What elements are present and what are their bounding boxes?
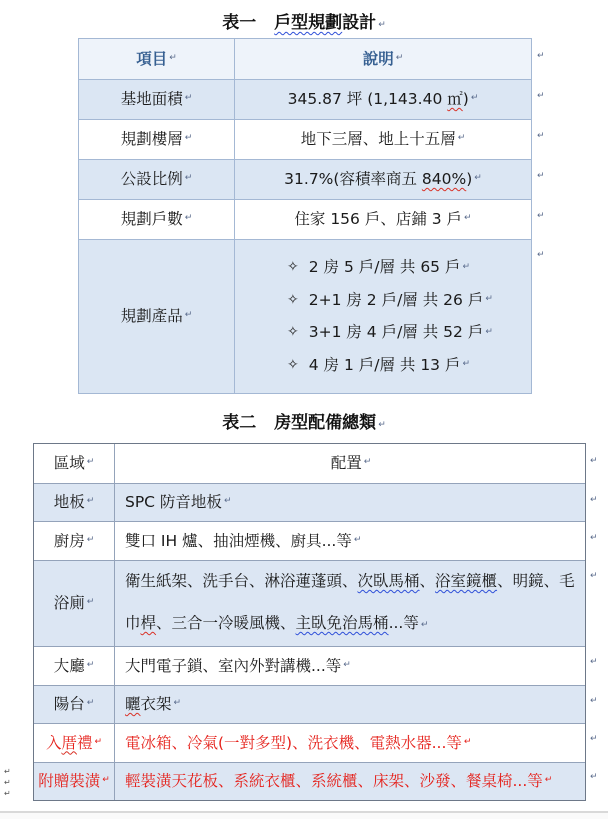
row-end-mark-icon: ↵ (590, 734, 598, 744)
value-text: 住家 156 戶、店鋪 3 戶 (294, 210, 463, 229)
pilcrow-mark-icon: ↵ (223, 496, 232, 507)
table-row (79, 199, 531, 239)
row-value (234, 160, 531, 199)
row-value (114, 484, 585, 521)
product-line (287, 257, 527, 278)
pilcrow-mark-icon: ↵ (463, 736, 472, 747)
row-label (79, 80, 234, 119)
table2-room-equipment (33, 443, 586, 801)
value-text: 電冰箱、冷氣(一對多型)、洗衣機、電熱水器...等 (125, 733, 462, 752)
pilcrow-mark-icon: ↵ (169, 52, 177, 63)
pilcrow-mark-icon: ↵ (378, 20, 386, 30)
row-label (34, 484, 114, 521)
paragraph-mark-icon: ↵ (4, 778, 11, 787)
row-label (34, 647, 114, 685)
value-text: SPC 防音地板 (125, 493, 222, 512)
row-end-mark-icon: ↵ (537, 51, 545, 61)
table2-title-main: 房型配備總類 (274, 413, 377, 433)
row-value (234, 120, 531, 159)
header-label: 說明 (362, 49, 394, 68)
row-end-mark-icon: ↵ (590, 571, 598, 581)
row-value (114, 724, 585, 762)
value-text: 地下三層、地上十五層 (300, 130, 456, 149)
label-text: 浴廁 (53, 594, 85, 613)
product-line (287, 290, 527, 311)
table-row (79, 79, 531, 119)
row-label (34, 724, 114, 762)
product-text: 2 房 5 戶/層 共 65 戶 (308, 258, 461, 277)
pilcrow-mark-icon: ↵ (485, 294, 493, 305)
pilcrow-mark-icon: ↵ (102, 775, 110, 786)
value-text: 31.7%(容積率商五 840%) (284, 170, 473, 189)
row-value (114, 763, 585, 800)
label-text: 基地面積 (120, 90, 183, 109)
table1-plan-design (78, 38, 532, 394)
pilcrow-mark-icon: ↵ (457, 133, 466, 144)
row-label (34, 686, 114, 723)
value-text: 雙口 IH 爐、抽油煙機、廚具...等 (125, 531, 352, 550)
pilcrow-mark-icon: ↵ (485, 326, 493, 337)
pilcrow-mark-icon: ↵ (86, 597, 95, 608)
row-end-mark-icon: ↵ (537, 171, 545, 181)
row-label (79, 240, 234, 393)
table-row (79, 119, 531, 159)
row-label (34, 522, 114, 560)
row-end-mark-icon: ↵ (537, 91, 545, 101)
pilcrow-mark-icon: ↵ (378, 420, 386, 430)
row-end-mark-icon: ↵ (537, 250, 545, 260)
paragraph-mark-icon: ↵ (4, 789, 11, 798)
row-end-mark-icon: ↵ (590, 657, 598, 667)
label-text: 陽台 (53, 695, 85, 714)
margin-marks (4, 766, 11, 799)
table-row (34, 685, 585, 723)
row-value (114, 686, 585, 723)
row-end-mark-icon: ↵ (590, 456, 598, 466)
table1-title-prefix: 表一 (222, 13, 263, 33)
value-text: 曬衣架 (125, 695, 172, 714)
paragraph-mark-icon: ↵ (4, 767, 11, 776)
pilcrow-mark-icon: ↵ (343, 659, 351, 670)
row-end-mark-icon: ↵ (590, 772, 598, 782)
table-row (34, 521, 585, 560)
pilcrow-mark-icon: ↵ (474, 173, 482, 184)
pilcrow-mark-icon: ↵ (94, 736, 103, 747)
row-label (79, 200, 234, 239)
table1-title-main: 戶型規劃 (274, 13, 343, 33)
table2-header-row (34, 444, 585, 483)
pilcrow-mark-icon: ↵ (184, 93, 193, 104)
pilcrow-mark-icon: ↵ (86, 698, 95, 709)
pilcrow-mark-icon: ↵ (395, 52, 404, 63)
pilcrow-mark-icon: ↵ (184, 133, 193, 144)
pilcrow-mark-icon: ↵ (470, 93, 479, 104)
label-text: 附贈裝潢 (38, 772, 101, 791)
table-row (79, 239, 531, 393)
row-end-mark-icon: ↵ (590, 533, 598, 543)
table1-title-suffix: 設計 (342, 13, 377, 33)
table-row (79, 159, 531, 199)
product-text: 3+1 房 4 戶/層 共 52 戶 (308, 323, 484, 342)
header-label: 區域 (53, 454, 85, 473)
label-text: 規劃戶數 (120, 210, 183, 229)
table2-title (0, 408, 608, 433)
row-value (234, 200, 531, 239)
table1-title (0, 8, 608, 33)
pilcrow-mark-icon: ↵ (353, 534, 362, 545)
table-row-decor (34, 762, 585, 800)
row-value (114, 522, 585, 560)
table1-header-description (234, 39, 531, 79)
diamond-bullet-icon: ✧ (287, 259, 299, 276)
below-page-area (0, 813, 608, 819)
row-label (34, 763, 114, 800)
label-text: 規劃產品 (120, 307, 183, 326)
label-text: 入厝禮 (45, 733, 93, 752)
row-label (79, 120, 234, 159)
label-text: 大廳 (53, 656, 85, 675)
pilcrow-mark-icon: ↵ (86, 534, 95, 545)
pilcrow-mark-icon: ↵ (184, 213, 193, 224)
table2-title-prefix: 表二 (222, 413, 263, 433)
row-end-mark-icon: ↵ (537, 211, 545, 221)
row-value (114, 647, 585, 685)
pilcrow-mark-icon: ↵ (363, 457, 372, 468)
label-text: 地板 (53, 493, 85, 512)
product-text: 4 房 1 戶/層 共 13 戶 (308, 355, 461, 374)
row-end-mark-icon: ↵ (590, 495, 598, 505)
value-text: 大門電子鎖、室內外對講機...等 (125, 656, 342, 675)
product-text: 2+1 房 2 戶/層 共 26 戶 (308, 290, 484, 309)
label-text: 公設比例 (120, 170, 183, 189)
pilcrow-mark-icon: ↵ (86, 457, 95, 468)
pilcrow-mark-icon: ↵ (86, 496, 95, 507)
header-label: 項目 (136, 49, 168, 68)
pilcrow-mark-icon: ↵ (184, 310, 193, 321)
label-text: 廚房 (53, 531, 85, 550)
row-end-mark-icon: ↵ (537, 131, 545, 141)
diamond-bullet-icon: ✧ (287, 291, 299, 308)
diamond-bullet-icon: ✧ (287, 356, 299, 373)
pilcrow-mark-icon: ↵ (464, 213, 472, 224)
table2-header-config (114, 444, 585, 483)
row-value (114, 561, 585, 646)
pilcrow-mark-icon: ↵ (86, 659, 95, 670)
row-label (34, 561, 114, 646)
product-line (287, 355, 527, 376)
label-text: 規劃樓層 (120, 130, 183, 149)
value-text: 輕裝潢天花板、系統衣櫃、系統櫃、床架、沙發、餐桌椅...等 (125, 772, 543, 791)
table1-header-row (79, 39, 531, 79)
table-row (34, 483, 585, 521)
pilcrow-mark-icon: ↵ (462, 261, 471, 272)
row-value (234, 80, 531, 119)
row-value-product-list (234, 240, 531, 393)
header-label: 配置 (330, 454, 362, 473)
pilcrow-mark-icon: ↵ (420, 620, 429, 630)
table-row (34, 560, 585, 646)
pilcrow-mark-icon: ↵ (173, 698, 182, 709)
row-end-mark-icon: ↵ (590, 696, 598, 706)
table2-header-area (34, 444, 114, 483)
pilcrow-mark-icon: ↵ (184, 173, 193, 184)
value-text: 衛生紙架、洗手台、淋浴蓮蓬頭、次臥馬桶、浴室鏡櫃、明鏡、毛巾桿、三合一冷暖風機、主臥免治馬桶...等 ↵ (125, 572, 575, 632)
diamond-bullet-icon: ✧ (287, 324, 299, 341)
table1-header-item (79, 39, 234, 79)
table-row-gift (34, 723, 585, 762)
pilcrow-mark-icon: ↵ (462, 358, 471, 369)
row-label (79, 160, 234, 199)
pilcrow-mark-icon: ↵ (544, 775, 553, 786)
value-text: 345.87 坪 (1,143.40 ㎡) (287, 90, 469, 109)
table-row (34, 646, 585, 685)
product-line (287, 322, 527, 343)
